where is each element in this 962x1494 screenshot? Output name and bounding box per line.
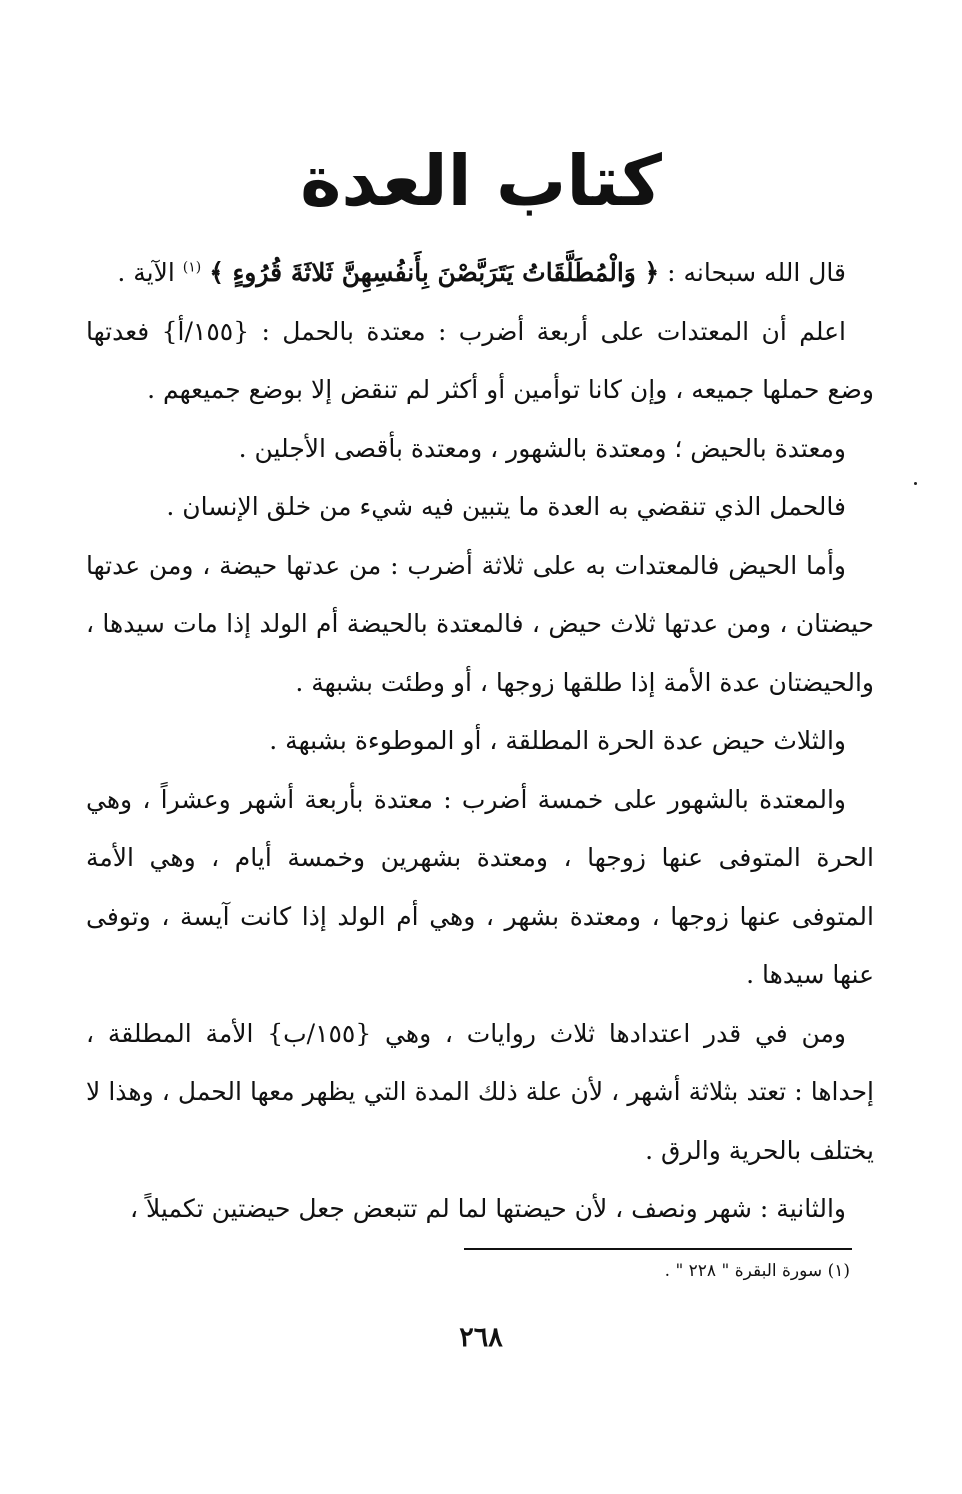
paragraph: اعلم أن المعتدات على أربعة أضرب : معتدة بالحمل : {١٥٥/أ} فعدتها وضع حملها جميعه ، وإن كانا توأمين أو أكثر لم تنقض إلا بوضع جميعهم .: [86, 316, 874, 404]
paragraph: ومعتدة بالحيض ؛ ومعتدة بالشهور ، ومعتدة بأقصى الأجلين .: [238, 433, 846, 463]
paragraph: ومن في قدر اعتدادها ثلاث روايات ، وهي {١٥٥/ب} الأمة المطلقة ، إحداها : تعتد بثلاثة أشهر ، لأن علة ذلك المدة التي يظهر معها الحمل ، وهذا لا يختلف بالحرية والرق .: [86, 1018, 874, 1165]
footnote-reference: (١): [182, 259, 202, 276]
footnote-divider: [464, 1248, 852, 1250]
page-body: [86, 244, 874, 1239]
paragraph: وأما الحيض فالمعتدات به على ثلاثة أضرب : من عدتها حيضة ، ومن عدتها حيضتان ، ومن عدتها ثلاث حيض ، فالمعتدة بالحيضة أم الولد إذا مات سيدها ، والحيضتان عدة الأمة إذا طلقها زوجها ، أو وطئت بشبهة .: [86, 550, 874, 697]
page-number: ٢٦٨: [459, 1322, 503, 1353]
margin-dot: [914, 482, 917, 485]
verse-intro: قال الله سبحانه :: [659, 258, 846, 287]
chapter-title: كتاب العدة: [300, 140, 662, 222]
paragraph: والثانية : شهر ونصف ، لأن حيضتها لما لم تتبعض جعل حيضتين تكميلاً ،: [129, 1194, 846, 1223]
footnote: (١) سورة البقرة " ٢٢٨ " .: [664, 1261, 850, 1281]
paragraph: فالحمل الذي تنقضي به العدة ما يتبين فيه شيء من خلق الإنسان .: [166, 492, 846, 521]
paragraph-verse: [86, 244, 874, 303]
quran-verse: ﴿ وَالْمُطَلَّقَاتُ يَتَرَبَّصْنَ بِأَنفُسِهِنَّ ثَلاثَةَ قُرُوءٍ ﴾: [209, 258, 660, 287]
paragraph: والثلاث حيض عدة الحرة المطلقة ، أو الموطوءة بشبهة .: [269, 726, 846, 755]
paragraph: والمعتدة بالشهور على خمسة أضرب : معتدة بأربعة أشهر وعشراً ، وهي الحرة المتوفى عنها زوجها ، ومعتدة بشهرين وخمسة أيام ، وهي الأمة المتوفى عنها زوجها ، ومعتدة بشهر ، وهي أم الولد إذا كانت آيسة ، وتوفى عنها سيدها .: [86, 784, 874, 989]
verse-ending: الآية .: [117, 258, 183, 287]
